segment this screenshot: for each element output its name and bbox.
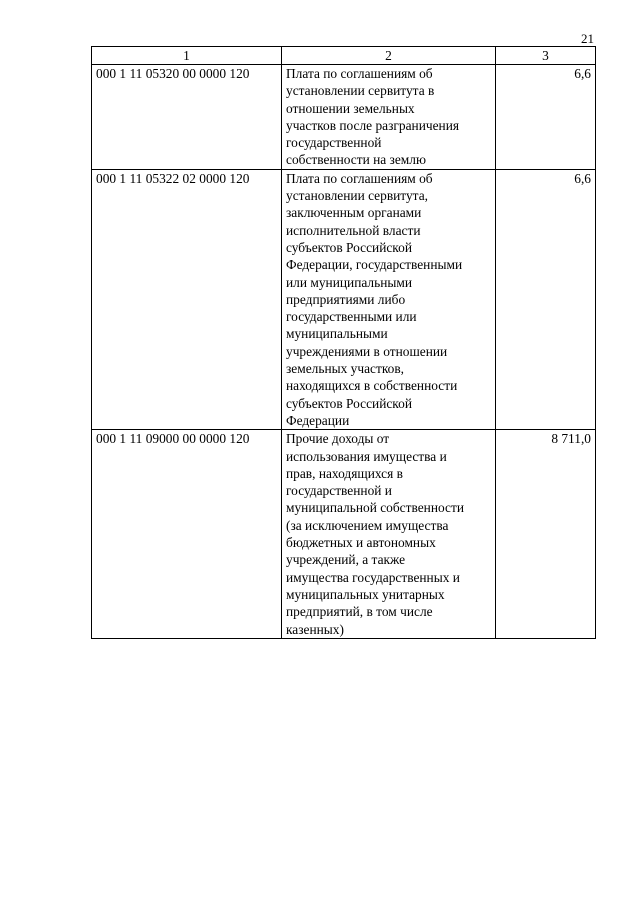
column-header-code: 1 [92, 47, 282, 65]
description-line: Федерации, государственными [286, 257, 463, 273]
description-line: исполнительной власти [286, 222, 421, 238]
revenue-description-cell [282, 169, 496, 429]
description-line: установлении сервитута, [286, 188, 428, 204]
description-line: муниципальными [286, 326, 388, 342]
description-line: казенных) [286, 621, 344, 637]
page-number: 21 [581, 31, 594, 46]
revenue-amount-cell: 6,6 [496, 65, 596, 170]
description-line: установлении сервитута в [286, 83, 435, 99]
description-line: бюджетных и автономных [286, 535, 436, 551]
revenue-code-cell: 000 1 11 05322 02 0000 120 [92, 169, 282, 429]
description-line: отношении земельных [286, 100, 415, 116]
description-line: государственной [286, 135, 382, 151]
table-header-row [92, 47, 596, 65]
description-line: Прочие доходы от [286, 431, 390, 447]
table-row [92, 65, 596, 170]
description-line: собственности на землю [286, 152, 426, 168]
description-line: участков после разграничения [286, 117, 460, 133]
column-header-amount: 3 [496, 47, 596, 65]
description-line: учреждениями в отношении [286, 343, 448, 359]
description-line: Плата по соглашениям об [286, 170, 433, 186]
revenue-description-cell [282, 430, 496, 639]
description-line: муниципальной собственности [286, 500, 464, 516]
description-line: заключенным органами [286, 205, 422, 221]
description-line: (за исключением имущества [286, 517, 449, 533]
description-line: государственными или [286, 309, 417, 325]
description-line: использования имущества и [286, 448, 447, 464]
description-line: Федерации [286, 412, 350, 428]
description-line: или муниципальными [286, 274, 413, 290]
description-line: предприятий, в том числе [286, 604, 433, 620]
description-line: государственной и [286, 483, 392, 499]
revenue-table [91, 46, 596, 639]
description-line: субъектов Российской [286, 239, 412, 255]
description-line: прав, находящихся в [286, 465, 403, 481]
description-line: учреждений, а также [286, 552, 406, 568]
column-header-description: 2 [282, 47, 496, 65]
table-row [92, 169, 596, 429]
revenue-code-cell: 000 1 11 05320 00 0000 120 [92, 65, 282, 170]
revenue-amount-cell: 6,6 [496, 169, 596, 429]
table-row [92, 430, 596, 639]
revenue-code-cell: 000 1 11 09000 00 0000 120 [92, 430, 282, 639]
description-line: субъектов Российской [286, 395, 412, 411]
revenue-description-cell [282, 65, 496, 170]
description-line: муниципальных унитарных [286, 586, 445, 602]
description-line: земельных участков, [286, 361, 405, 377]
description-line: предприятиями либо [286, 291, 406, 307]
description-line: имущества государственных и [286, 569, 460, 585]
description-line: Плата по соглашениям об [286, 66, 433, 81]
description-line: находящихся в собственности [286, 378, 458, 394]
revenue-amount-cell: 8 711,0 [496, 430, 596, 639]
